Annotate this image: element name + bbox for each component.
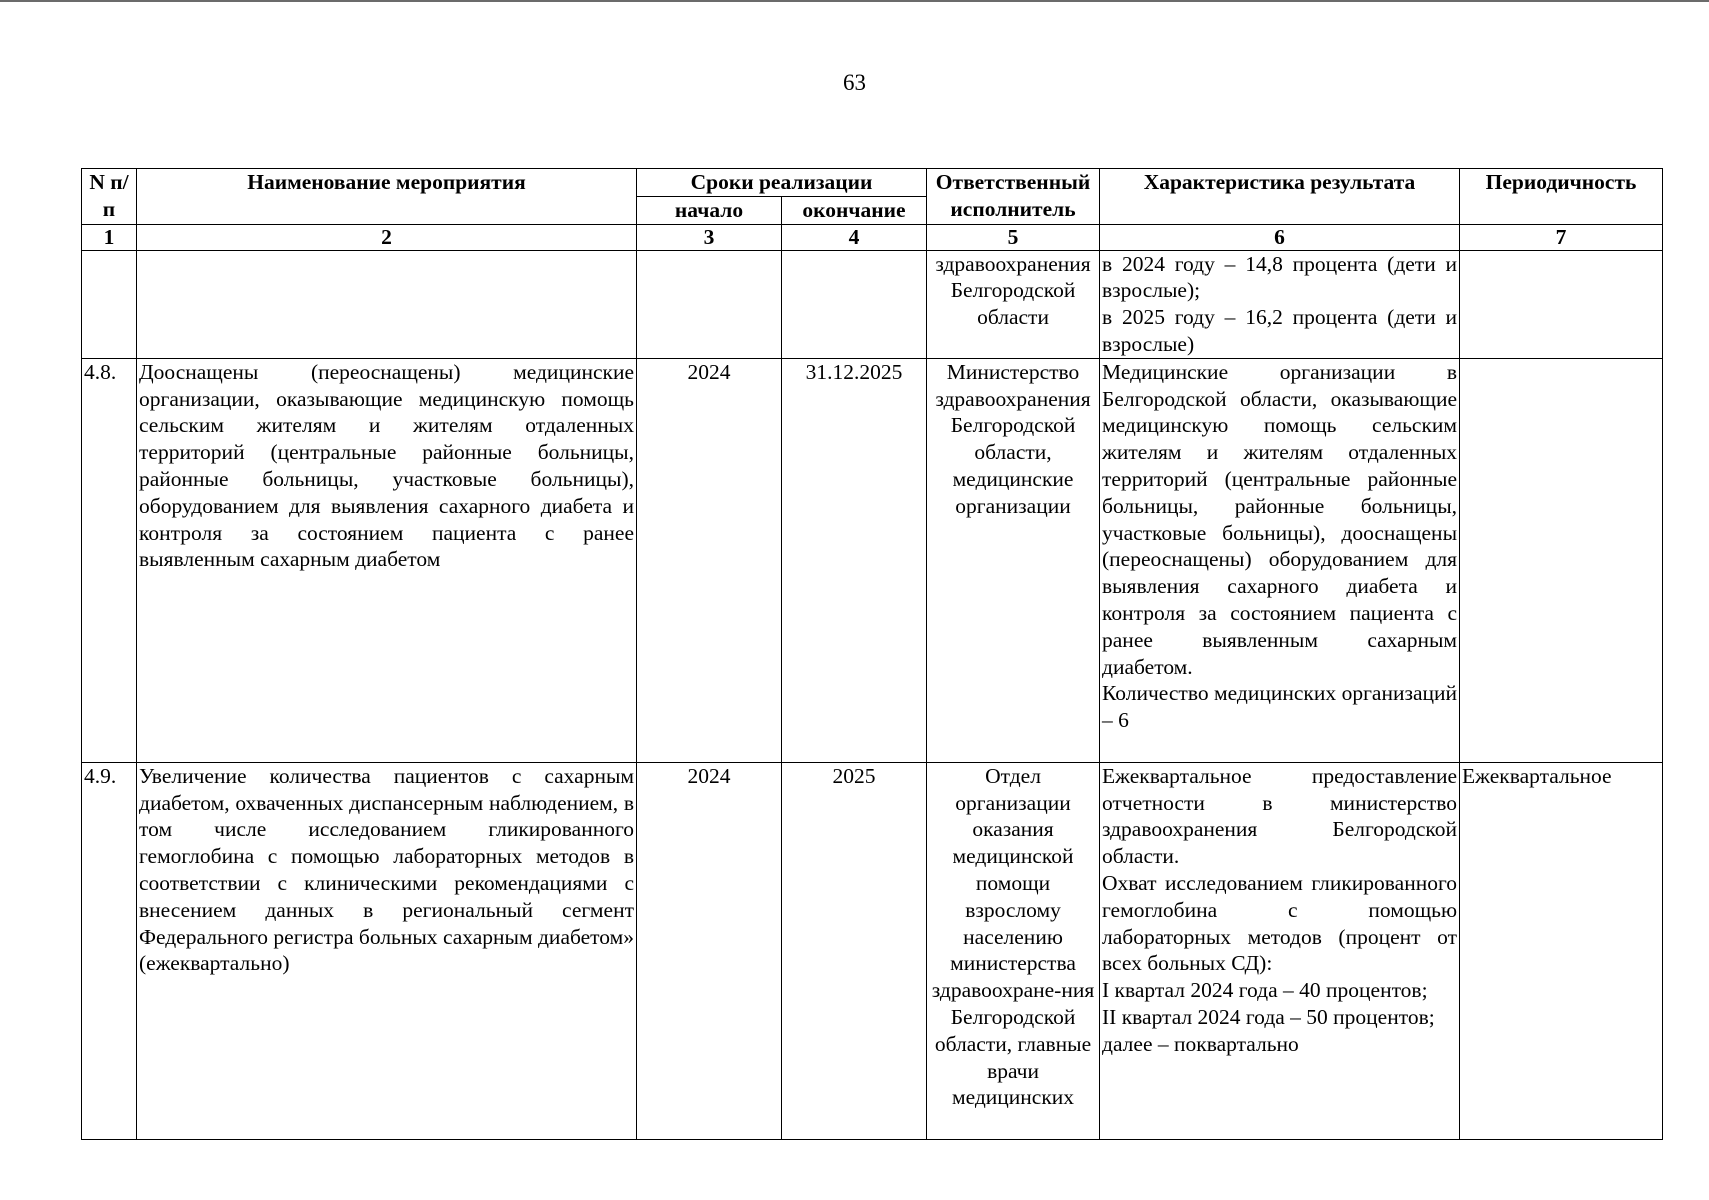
result-line: Количество медицинских организаций – 6 [1102, 681, 1458, 733]
row-name [137, 250, 637, 358]
result-line: II квартал 2024 года – 50 процентов; [1102, 1004, 1435, 1029]
column-number: 2 [137, 224, 637, 250]
column-number: 3 [637, 224, 782, 250]
header-name: Наименование мероприятия [137, 169, 637, 225]
table-row [82, 250, 1663, 358]
column-number: 7 [1460, 224, 1663, 250]
result-line: в 2025 году – 16,2 процента (дети и взрослые) [1102, 305, 1458, 356]
row-end [782, 250, 927, 358]
row-end: 31.12.2025 [782, 358, 927, 762]
table-row [82, 358, 1663, 762]
row-result [1100, 358, 1460, 762]
row-start: 2024 [637, 358, 782, 762]
header-end: окончание [782, 196, 927, 224]
row-periodicity [1460, 250, 1663, 358]
row-end: 2025 [782, 762, 927, 1139]
column-number: 4 [782, 224, 927, 250]
column-number: 1 [82, 224, 137, 250]
result-line: Ежеквартальное предоставление отчетности в министерство здравоохранения Белгородской области. [1102, 763, 1458, 869]
row-name: Дооснащены (переоснащены) медицинские организации, оказывающие медицинскую помощь сельским жителям и жителям отдаленных территорий (центральные районные больницы, районные больницы, участковые больницы), оборудованием для выявления сахарного диабета и контроля за состоянием пациента с ранее выявленным сахарным диабетом [137, 358, 637, 762]
row-periodicity [1460, 358, 1663, 762]
column-number: 5 [927, 224, 1100, 250]
column-number-row [82, 224, 1663, 250]
row-responsible: здравоохранения Белгородской области [927, 250, 1100, 358]
row-start: 2024 [637, 762, 782, 1139]
row-periodicity: Ежеквартальное [1460, 762, 1663, 1139]
result-line: в 2024 году – 14,8 процента (дети и взрослые); [1102, 251, 1458, 303]
result-line: Охват исследованием гликированного гемоглобина с помощью лабораторных методов (процент от всех больных СД): [1102, 870, 1458, 976]
row-num [82, 250, 137, 358]
row-start [637, 250, 782, 358]
row-result [1100, 250, 1460, 358]
result-line: далее – поквартально [1102, 1031, 1299, 1056]
row-num: 4.8. [82, 358, 137, 762]
result-line: I квартал 2024 года – 40 процентов; [1102, 978, 1428, 1003]
header-result: Характеристика результата [1100, 169, 1460, 225]
page-number: 63 [843, 70, 866, 95]
row-name: Увеличение количества пациентов с сахарным диабетом, охваченных диспансерным наблюдением, в том числе исследованием гликированного гемоглобина с помощью лабораторных методов в соответствии с клиническими рекомендациями с внесением данных в региональный сегмент Федерального регистра больных сахарным диабетом» (ежеквартально) [137, 762, 637, 1139]
row-responsible: Отдел организации оказания медицинской помощи взрослому населению министерства здравоохране-ния Белгородской области, главные врачи медицинских [927, 762, 1100, 1139]
header-periodicity: Периодичность [1460, 169, 1663, 225]
row-result [1100, 762, 1460, 1139]
row-responsible: Министерство здравоохранения Белгородской области, медицинские организации [927, 358, 1100, 762]
table-row [82, 762, 1663, 1139]
header-terms: Сроки реализации [637, 169, 927, 197]
header-responsible: Ответственный исполнитель [927, 169, 1100, 225]
result-line: Медицинские организации в Белгородской области, оказывающие медицинскую помощь сельским жителям и жителям отдаленных территорий (центральные районные больницы, районные больницы, участковые больницы), дооснащены (переоснащены) оборудованием для выявления сахарного диабета и контроля за состоянием пациента с ранее выявленным сахарным диабетом. [1102, 359, 1458, 679]
header-num: N п/п [82, 169, 137, 225]
top-rule [0, 0, 1709, 2]
header-start: начало [637, 196, 782, 224]
activities-table [81, 168, 1663, 1140]
column-number: 6 [1100, 224, 1460, 250]
row-num: 4.9. [82, 762, 137, 1139]
header-row [82, 169, 1663, 197]
